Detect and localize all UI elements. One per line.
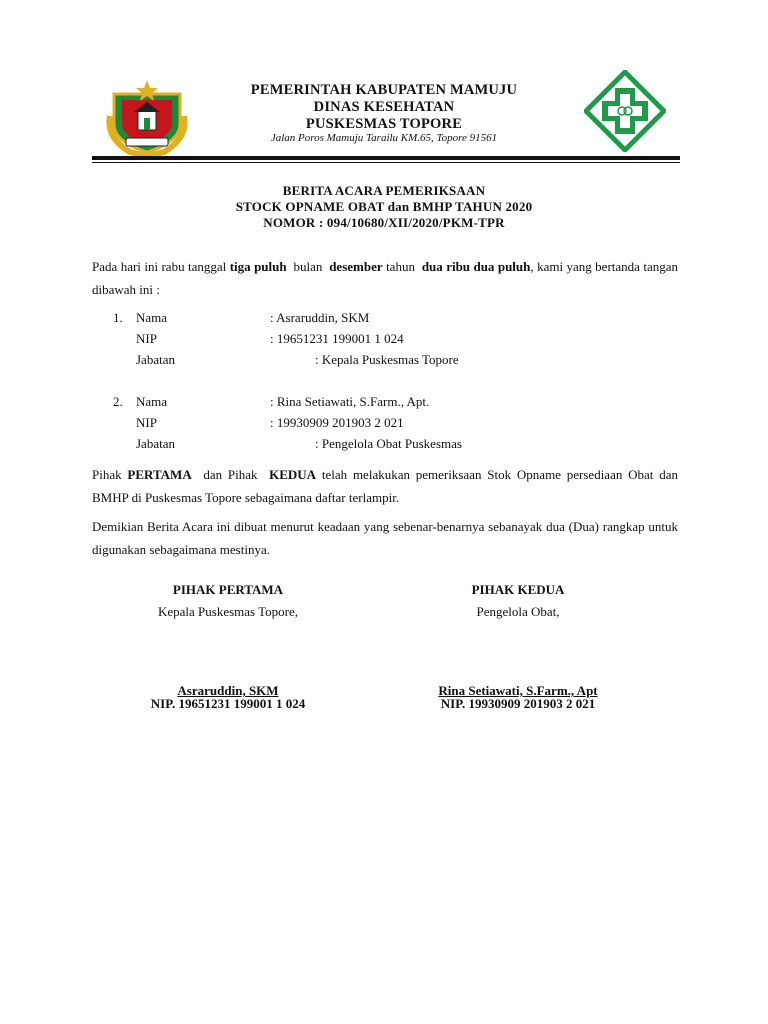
person-1-jabatan-value: : Kepala Puskesmas Topore bbox=[315, 352, 459, 367]
letterhead-divider-thick bbox=[92, 156, 680, 160]
person-1-name-label: Nama bbox=[136, 310, 168, 325]
signature-right-position: Pengelola Obat, bbox=[476, 604, 560, 619]
document-title: BERITA ACARA PEMERIKSAAN bbox=[282, 183, 486, 198]
document-subtitle: STOCK OPNAME OBAT dan BMHP TAHUN 2020 bbox=[235, 199, 533, 214]
header-line-department: DINAS KESEHATAN bbox=[313, 99, 455, 115]
person-2-number: 2. bbox=[113, 394, 123, 409]
signature-left-name: Asraruddin, SKM bbox=[177, 683, 279, 698]
statement-party-first: PERTAMA bbox=[127, 467, 192, 482]
signature-left-heading: PIHAK PERTAMA bbox=[172, 582, 284, 597]
person-2-name-value: : Rina Setiawati, S.Farm., Apt. bbox=[270, 394, 430, 409]
person-2-nip-label: NIP bbox=[136, 415, 157, 430]
puskesmas-logo bbox=[584, 70, 666, 152]
statement-paragraph bbox=[92, 463, 678, 509]
signature-right-heading: PIHAK KEDUA bbox=[471, 582, 565, 597]
person-1-name-value: : Asraruddin, SKM bbox=[270, 310, 370, 325]
intro-text-1: Pada hari ini rabu tanggal bbox=[92, 259, 230, 274]
intro-date-month: desember bbox=[329, 259, 383, 274]
person-2-jabatan-value: : Pengelola Obat Puskesmas bbox=[315, 436, 462, 451]
signature-right-name: Rina Setiawati, S.Farm., Apt bbox=[438, 683, 598, 698]
person-1-number: 1. bbox=[113, 310, 123, 325]
intro-text-2: bulan bbox=[286, 259, 330, 274]
intro-text-3: tahun bbox=[382, 259, 422, 274]
intro-text-4: , kami yang bertanda tangan dibawah ini : bbox=[92, 259, 679, 297]
statement-text-1: Pihak bbox=[92, 467, 128, 482]
person-1-nip-value: : 19651231 199001 1 024 bbox=[270, 331, 404, 346]
signature-right-nip: NIP. 19930909 201903 2 021 bbox=[440, 696, 596, 711]
signature-left-nip: NIP. 19651231 199001 1 024 bbox=[150, 696, 306, 711]
statement-party-second: KEDUA bbox=[269, 467, 317, 482]
person-2-name-label: Nama bbox=[136, 394, 168, 409]
header-address: Jalan Poros Mamuju Tarailu KM.65, Topore 91561 bbox=[270, 132, 498, 144]
intro-date-year: dua ribu dua puluh bbox=[421, 259, 531, 274]
person-2-jabatan-label: Jabatan bbox=[136, 436, 175, 451]
statement-text-3: telah melakukan pemeriksaan Stok Opname persediaan Obat dan BMHP di Puskesmas Topore sebagaimana daftar terlampir. bbox=[92, 467, 678, 505]
header-line-government: PEMERINTAH KABUPATEN MAMUJU bbox=[250, 82, 518, 98]
person-1-nip-label: NIP bbox=[136, 331, 157, 346]
header-line-puskesmas: PUSKESMAS TOPORE bbox=[305, 116, 463, 132]
signature-left-position: Kepala Puskesmas Topore, bbox=[157, 604, 299, 619]
intro-paragraph bbox=[92, 255, 678, 301]
letterhead-divider-thin bbox=[92, 162, 680, 163]
closing-paragraph: Demikian Berita Acara ini dibuat menurut keadaan yang sebenar-benarnya sebanayak dua (Dua) rangkap untuk digunakan sebagaimana mestinya. bbox=[92, 519, 678, 557]
person-1-jabatan-label: Jabatan bbox=[136, 352, 175, 367]
document-number: NOMOR : 094/10680/XII/2020/PKM-TPR bbox=[263, 215, 505, 230]
statement-text-2: dan Pihak bbox=[191, 467, 270, 482]
person-2-nip-value: : 19930909 201903 2 021 bbox=[270, 415, 404, 430]
intro-date-day: tiga puluh bbox=[229, 259, 287, 274]
